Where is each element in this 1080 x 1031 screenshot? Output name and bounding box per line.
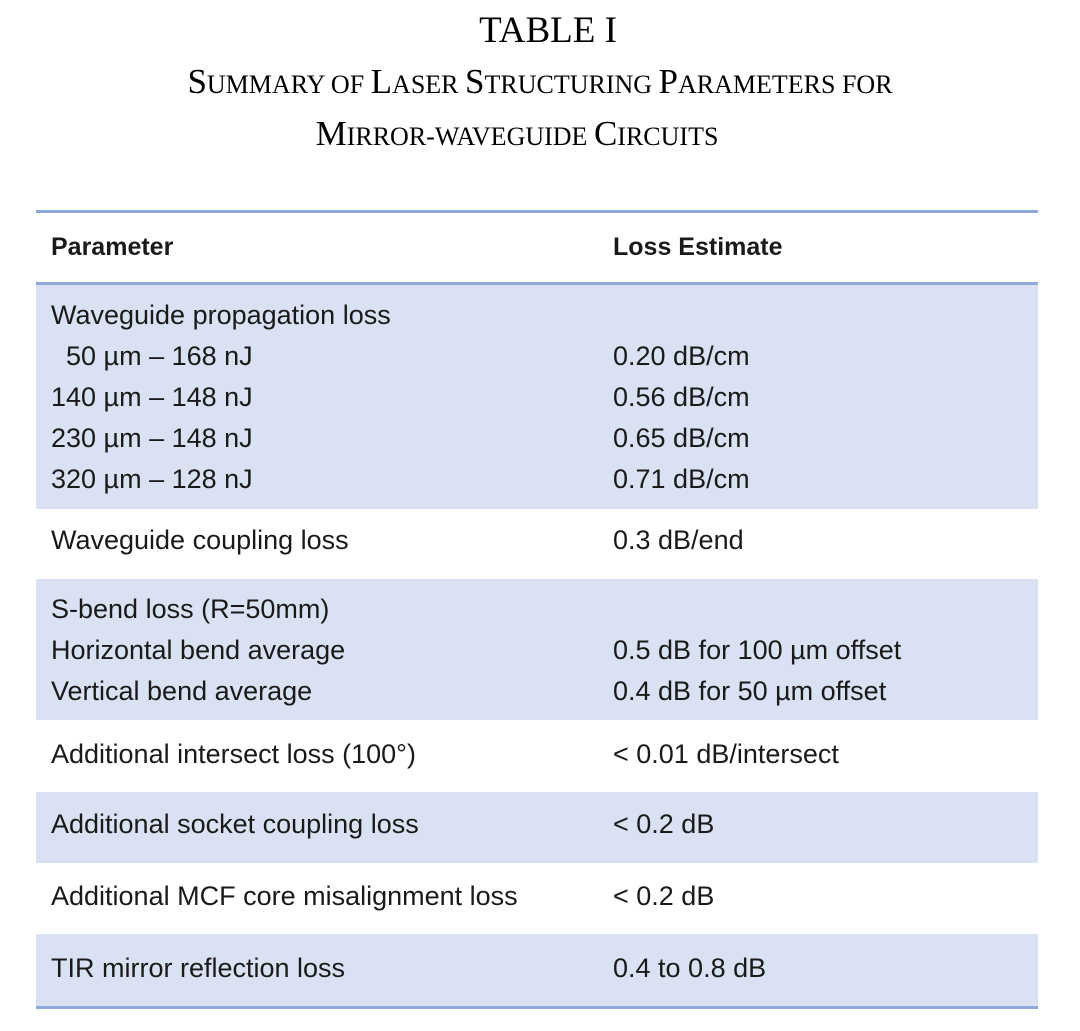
loss-line: 0.20 dB/cm: [613, 341, 750, 371]
cell-parameter: [36, 295, 613, 500]
table-title-line-1: [0, 60, 1080, 107]
table-body: [36, 285, 1038, 1006]
cell-parameter: [36, 734, 613, 775]
loss-line: 0.4 dB for 50 µm offset: [613, 676, 887, 706]
loss-line: [613, 589, 1038, 630]
cell-loss-estimate: [613, 734, 1038, 775]
cell-parameter: [36, 804, 613, 845]
cell-loss-estimate: [613, 948, 1038, 989]
table-title-line-2: [0, 112, 1057, 159]
parameter-line: Additional intersect loss (100°): [51, 739, 416, 769]
title-smallcaps: TRUCTURING: [484, 70, 659, 99]
title-initial: P: [658, 62, 679, 101]
cell-parameter: [36, 520, 613, 561]
table-label: TABLE I: [479, 10, 617, 51]
parameter-line: 320 µm – 128 nJ: [51, 464, 253, 494]
table-bottom-rule: [36, 1006, 1038, 1009]
loss-line: 0.5 dB for 100 µm offset: [613, 635, 902, 665]
cell-loss-estimate: [613, 589, 1038, 712]
loss-line: 0.56 dB/cm: [613, 382, 750, 412]
title-smallcaps: ARAMETERS FOR: [678, 70, 893, 99]
loss-line: < 0.2 dB: [613, 809, 715, 839]
table-row: [36, 720, 1038, 792]
cell-loss-estimate: [613, 804, 1038, 845]
parameter-line: S-bend loss (R=50mm): [51, 594, 330, 624]
parameter-line: Vertical bend average: [51, 676, 313, 706]
cell-parameter: [36, 589, 613, 712]
title-smallcaps: IRROR-WAVEGUIDE: [346, 122, 594, 151]
loss-line: [613, 295, 1038, 336]
cell-loss-estimate: [613, 876, 1038, 917]
parameter-line: 50 µm – 168 nJ: [51, 341, 253, 371]
title-initial: L: [370, 62, 393, 101]
loss-line: 0.4 to 0.8 dB: [613, 953, 767, 983]
parameter-line: Horizontal bend average: [51, 635, 346, 665]
table-row: [36, 579, 1038, 720]
parameter-line: Waveguide propagation loss: [51, 300, 391, 330]
table-header-row: [36, 213, 1038, 282]
title-initial: S: [187, 62, 207, 101]
table-row: [36, 934, 1038, 1006]
title-smallcaps: ASER: [392, 70, 466, 99]
loss-line: 0.71 dB/cm: [613, 464, 750, 494]
table-row: [36, 863, 1038, 934]
table-row: [36, 509, 1038, 579]
loss-line: < 0.2 dB: [613, 881, 715, 911]
parameter-line: 140 µm – 148 nJ: [51, 382, 253, 412]
cell-loss-estimate: [613, 520, 1038, 561]
title-smallcaps: IRCUITS: [617, 122, 719, 151]
header-loss-estimate: Loss Estimate: [613, 233, 783, 261]
parameter-line: Waveguide coupling loss: [51, 525, 349, 555]
header-parameter: Parameter: [51, 233, 174, 261]
cell-parameter: [36, 948, 613, 989]
table-row: [36, 792, 1038, 863]
cell-loss-estimate: [613, 295, 1038, 500]
parameters-table: [36, 210, 1038, 1009]
parameter-line: Additional MCF core misalignment loss: [51, 881, 518, 911]
table-row: [36, 285, 1038, 509]
title-smallcaps: UMMARY OF: [206, 70, 371, 99]
loss-line: 0.3 dB/end: [613, 525, 744, 555]
parameter-line: TIR mirror reflection loss: [51, 953, 346, 983]
title-initial: S: [465, 62, 485, 101]
loss-line: 0.65 dB/cm: [613, 423, 750, 453]
loss-line: < 0.01 dB/intersect: [613, 739, 839, 769]
parameter-line: 230 µm – 148 nJ: [51, 423, 253, 453]
cell-parameter: [36, 876, 613, 917]
title-initial: C: [593, 114, 618, 153]
parameter-line: Additional socket coupling loss: [51, 809, 419, 839]
title-initial: M: [315, 114, 347, 153]
